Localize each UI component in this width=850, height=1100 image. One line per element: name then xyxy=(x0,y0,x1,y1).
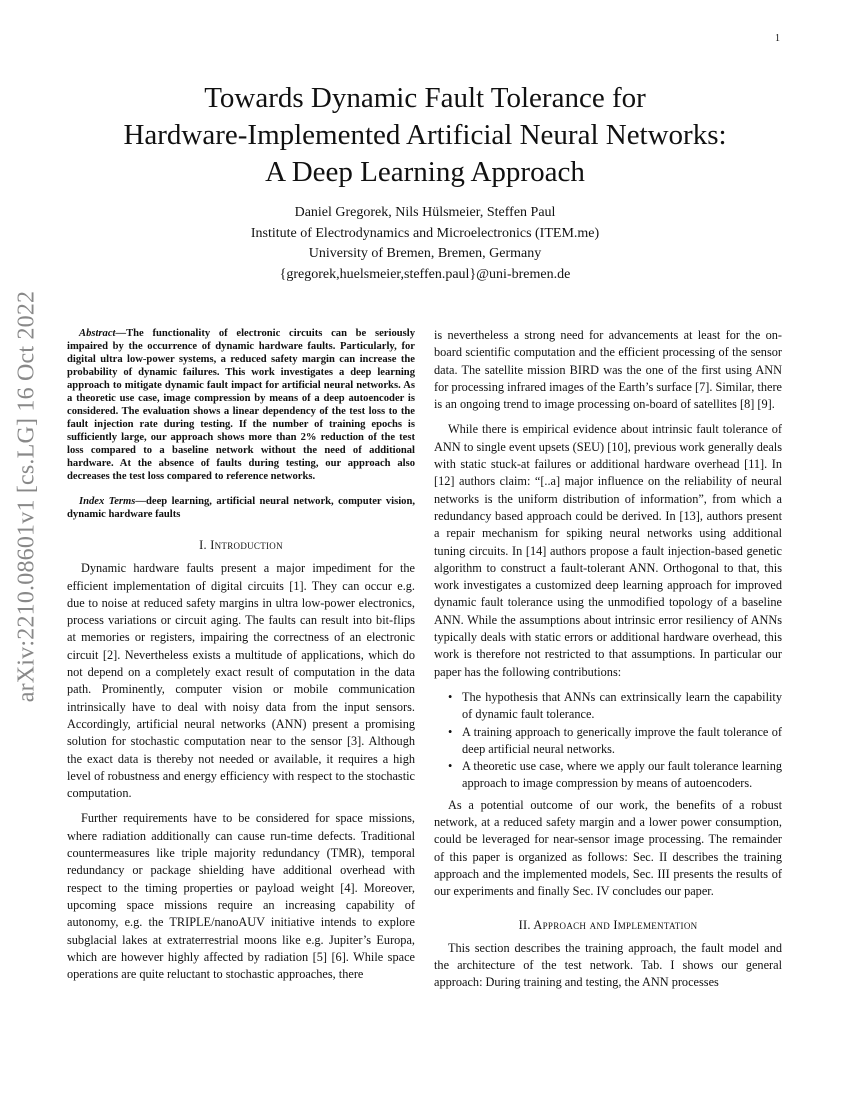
abstract xyxy=(67,327,415,483)
paragraph: As a potential outcome of our work, the benefits of a robust network, at a reduced safety margin and a lower power consumption, could be leveraged for near-sensor image processing. The remainder of this paper is organized as follows: Sec. II describes the training approach and the implemented models, Sec. III presents the results of our experiments and finally Sec. IV concludes our paper. xyxy=(434,797,782,899)
index-terms-label: Index Terms xyxy=(79,496,136,507)
right-column xyxy=(434,327,782,1000)
left-column xyxy=(67,327,415,991)
arxiv-identifier[interactable]: arXiv:2210.08601v1 [cs.LG] 16 Oct 2022 xyxy=(13,290,40,702)
page-number: 1 xyxy=(775,33,780,44)
paper-header xyxy=(0,80,850,285)
authors: Daniel Gregorek, Nils Hülsmeier, Steffen Paul xyxy=(294,205,556,220)
paragraph: While there is empirical evidence about intrinsic fault tolerance of ANN to single event upsets (SEU) [10], previous work generally deals with static stuck-at failures or additional hardware overhead [11]. In [12] authors claim: “[..a] major influence on the reliability of neural networks is the uniform distribution of information”, from which a redundancy based approach could be derived. In [13], authors present a repair mechanism for spiking neural networks using additional tuning circuits. In [14] authors propose a fault injection-based genetic algorithm to construct a fault-tolerant ANN. Orthogonal to that, this work investigates a customized deep learning approach for improved dynamic fault tolerance using the unmodified topology of a baseline ANN. While the assumptions about intrinsic error resiliency of ANNs typically deals with static errors or additional hardware overhead, this work is therefore not restricted to that assumptions. In particular our paper has the following contributions: xyxy=(434,422,782,679)
paragraph: is nevertheless a strong need for advancements at least for the on-board scientific computation and the efficient processing of the sensor data. The satellite mission BIRD was the one of the first using ANN for processing infrared images of the Earth’s surface [7]. Similar, there is an ongoing trend to image processing on-board of satellites [8] [9]. xyxy=(434,328,782,412)
title-line: Hardware-Implemented Artificial Neural Networks: xyxy=(123,119,727,151)
list-item: • The hypothesis that ANNs can extrinsically learn the capability of dynamic fault tolerance. xyxy=(462,689,782,724)
section-heading-introduction: I. Introduction xyxy=(199,538,283,552)
index-terms xyxy=(67,495,415,521)
paragraph: Further requirements have to be considered for space missions, where radiation additionally can cause run-time defects. Traditional countermeasures like triple majority redundancy (TMR), temporal redundancy or package shielding have additional overhead with respect to the timing properties or payload weight [4]. Moreover, upcoming space missions require an increasing capability of autonomy, e.g. the TRIPLE/nanoAUV initiative intends to explore subglacial lakes at extraterrestrial moons like e.g. Jupiter’s Europa, which are however highly affected by radiation [5] [6]. While space operations are quite reluctant to stochastic approaches, there xyxy=(67,811,415,982)
list-item: • A training approach to generically improve the fault tolerance of deep artificial neural networks. xyxy=(462,724,782,759)
author-block xyxy=(0,203,850,285)
index-terms-text: —deep learning, artificial neural network, computer vision, dynamic hardware faults xyxy=(67,496,415,520)
abstract-text: —The functionality of electronic circuits can be seriously impaired by the occurrence of dynamic hardware faults. Particularly, for digital ultra low-power systems, a reduced safety margin can increase the probability of dynamic failures. This work investigates a deep learning approach to mitigate dynamic fault impact for artificial neural networks. As a theoretic use case, image compression by means of a deep autoencoder is considered. The evaluation shows a linear dependency of the test loss to the fault injection rate during testing. If the number of training epochs is sufficiently large, our approach shows more than 2% reduction of the test loss compared to a baseline network without the need of additional hardware. At the absence of faults during testing, our approach also decreases the test loss compared to reference networks. xyxy=(67,328,415,482)
paragraph: This section describes the training approach, the fault model and the architecture of the test network. Tab. I shows our general approach: During training and testing, the ANN processes xyxy=(434,940,782,990)
university: University of Bremen, Bremen, Germany xyxy=(308,246,542,261)
affiliation: Institute of Electrodynamics and Microelectronics (ITEM.me) xyxy=(250,225,600,241)
paragraph: Dynamic hardware faults present a major impediment for the efficient implementation of digital circuits [1]. They can occur e.g. due to noise at reduced safety margins in ultra low-power electronics, process variations or circuit aging. The faults can result into bit-flips at memories or registers, impairing the correctness of an electronic circuit [2]. Nevertheless exists a multitude of applications, which do not depend on a completely exact result of computation in the data path. Prominently, computer vision or mobile communication intrinsically have to deal with noisy data from the input sensors. Accordingly, artificial neural networks (ANN) present a promising solution for stochastic computation near to the sensor [3]. Although the exact data is thereby not needed or available, it requires a high level of robustness and energy efficiency with respect to the stochastic computation. xyxy=(67,561,415,801)
arxiv-stamp[interactable] xyxy=(3,290,51,702)
section-heading-approach: II. Approach and Implementation xyxy=(518,917,698,932)
list-item: • A theoretic use case, where we apply our fault tolerance learning approach to image compression by means of autoencoders. xyxy=(462,758,782,793)
abstract-label: Abstract xyxy=(79,328,116,339)
email[interactable]: {gregorek,huelsmeier,steffen.paul}@uni-bremen.de xyxy=(279,266,571,282)
contributions-list xyxy=(434,689,782,793)
title-line: A Deep Learning Approach xyxy=(265,156,585,188)
title-line: Towards Dynamic Fault Tolerance for xyxy=(204,82,646,114)
paper-title xyxy=(0,80,850,191)
